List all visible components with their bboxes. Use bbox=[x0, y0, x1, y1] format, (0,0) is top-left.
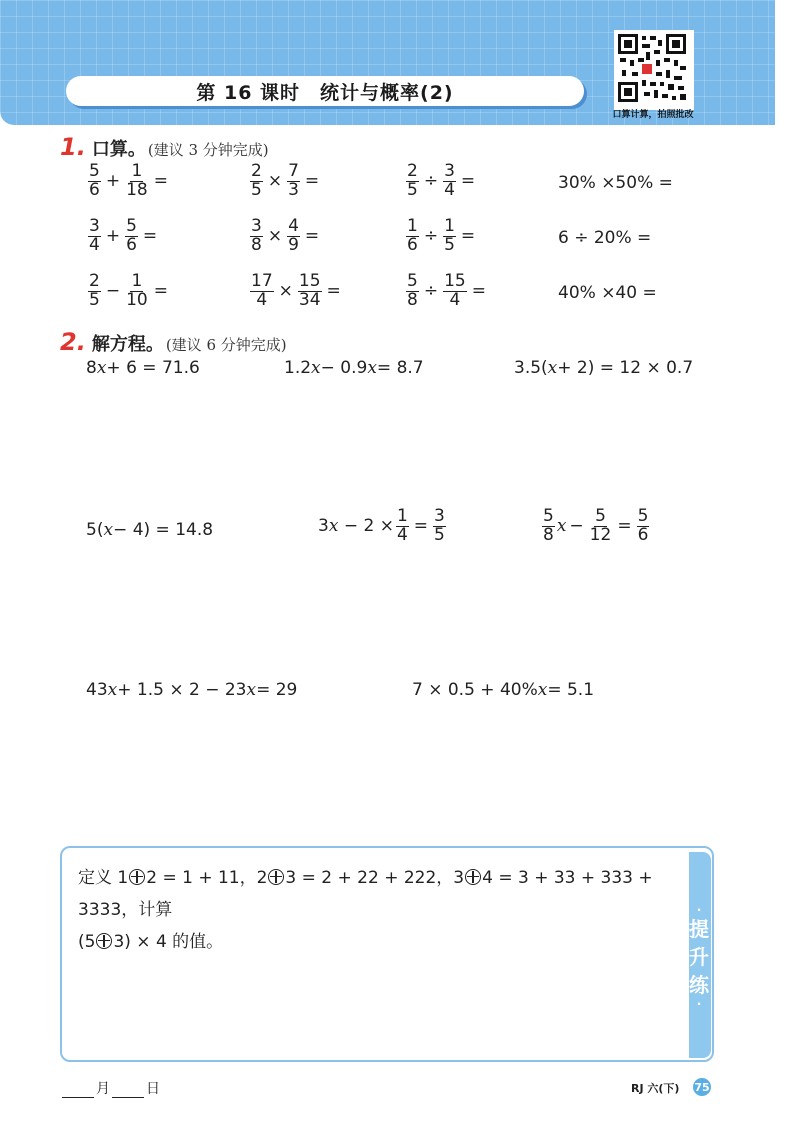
fraction: $\frac{17}{4}$ bbox=[251, 271, 273, 310]
fraction: $\frac{1}{6}$ bbox=[407, 216, 418, 255]
circled-plus-icon bbox=[465, 869, 481, 885]
equation-1: 8 x + 6 = 71.6 bbox=[86, 358, 200, 378]
qr-caption: 口算计算，拍照批改 bbox=[612, 110, 694, 120]
mental-math-item: 40% ×40 = bbox=[558, 283, 657, 303]
equation-7: 43 x + 1.5 × 2 − 23 x = 29 bbox=[86, 680, 298, 700]
mental-math-item: 30% ×50% = bbox=[558, 173, 673, 193]
equation-8: 7 × 0.5 + 40% x = 5.1 bbox=[412, 680, 595, 700]
circled-plus-icon bbox=[129, 869, 145, 885]
section-2-note: (建议 6 分钟完成) bbox=[165, 336, 287, 354]
fraction: $\frac{5}{8}$ bbox=[543, 506, 554, 545]
fraction: $\frac{1}{4}$ bbox=[396, 506, 408, 545]
fraction: $\frac{7}{3}$ bbox=[288, 161, 299, 200]
fraction: $\frac{4}{9}$ bbox=[288, 216, 299, 255]
mental-math-item: $\frac{17}{4}$ × $\frac{15}{34}$ = bbox=[251, 271, 341, 310]
mental-math-item: $\frac{2}{5}$ × $\frac{7}{3}$ = bbox=[251, 161, 320, 200]
mental-math-item: $\frac{5}{6}$ + $\frac{1}{18}$ = bbox=[89, 161, 168, 200]
section-1-title: 口算。 bbox=[91, 139, 146, 160]
equation-5-prefix: 3x − 2 × bbox=[318, 516, 394, 537]
challenge-text: 定义 1 2 = 1 + 11，2 3 = 2 + 22 + 222，3 4 = 3 + 33 + 333 + 3333，计算 (5 3) × 4 的值。 bbox=[78, 868, 653, 952]
fraction: $\frac{2}{5}$ bbox=[407, 161, 418, 200]
fraction: $\frac{5}{6}$ bbox=[89, 161, 100, 200]
fraction: $\frac{2}{5}$ bbox=[89, 271, 100, 310]
qr-code-icon bbox=[616, 32, 688, 104]
mental-math-item: $\frac{2}{5}$ ÷ $\frac{3}{4}$ = bbox=[407, 161, 476, 200]
fraction: $\frac{5}{12}$ bbox=[589, 506, 612, 545]
mental-math-item: $\frac{3}{8}$ × $\frac{4}{9}$ = bbox=[251, 216, 320, 255]
lesson-title: 第 16 课时 统计与概率(2) bbox=[196, 81, 454, 104]
mental-math-item: $\frac{2}{5}$ − $\frac{1}{10}$ = bbox=[89, 271, 168, 310]
fraction: $\frac{1}{18}$ bbox=[126, 161, 148, 200]
section-2-heading bbox=[60, 328, 287, 356]
mental-math-item: $\frac{3}{4}$ + $\frac{5}{6}$ = bbox=[89, 216, 158, 255]
fraction: $\frac{2}{5}$ bbox=[251, 161, 262, 200]
fraction: $\frac{15}{34}$ bbox=[298, 271, 321, 310]
section-1-note: (建议 3 分钟完成) bbox=[147, 141, 269, 159]
equation-3: 3.5( x + 2) = 12 × 0.7 bbox=[514, 358, 694, 378]
equation-6: $\frac{5}{8}$ x − $\frac{5}{12}$ = $\frac{5}{6}$ bbox=[543, 506, 649, 545]
mental-math-item: $\frac{5}{8}$ ÷ $\frac{15}{4}$ = bbox=[407, 271, 486, 310]
fraction: $\frac{3}{4}$ bbox=[444, 161, 455, 200]
section-2-title: 解方程。 bbox=[91, 334, 164, 355]
month-label: 月 bbox=[96, 1081, 110, 1097]
fraction: $\frac{1}{10}$ bbox=[126, 271, 148, 310]
day-label: 日 bbox=[146, 1081, 160, 1097]
mental-math-item: $\frac{1}{6}$ ÷ $\frac{1}{5}$ = bbox=[407, 216, 476, 255]
equation-4: 5( x − 4) = 14.8 bbox=[86, 520, 214, 540]
variable-x: x bbox=[556, 516, 567, 537]
section-1-number: 1. bbox=[60, 133, 86, 161]
fraction: $\frac{3}{5}$ bbox=[434, 506, 445, 545]
book-code: RJ 六(下) bbox=[631, 1082, 680, 1095]
mental-math-item: 6 ÷ 20% = bbox=[558, 228, 652, 248]
fraction: $\frac{3}{4}$ bbox=[89, 216, 100, 255]
circled-plus-icon bbox=[96, 933, 112, 949]
equation-2: 1.2 x − 0.9 x = 8.7 bbox=[284, 358, 424, 378]
lesson-title-bar bbox=[66, 76, 584, 106]
section-2-number: 2. bbox=[60, 328, 86, 356]
fraction: $\frac{15}{4}$ bbox=[444, 271, 466, 310]
page-number: 75 bbox=[693, 1078, 711, 1096]
date-field[interactable] bbox=[60, 1078, 160, 1098]
section-1-heading bbox=[60, 133, 269, 161]
fraction: $\frac{1}{5}$ bbox=[444, 216, 455, 255]
fraction: $\frac{5}{6}$ bbox=[637, 506, 649, 545]
challenge-tab-label: · 提升练 · bbox=[689, 903, 709, 1011]
fraction: $\frac{5}{6}$ bbox=[126, 216, 137, 255]
equation-5: 3x − 2 × $\frac{1}{4}$ = $\frac{3}{5}$ bbox=[318, 506, 445, 545]
fraction: $\frac{3}{8}$ bbox=[251, 216, 262, 255]
fraction: $\frac{5}{8}$ bbox=[407, 271, 418, 310]
qr-code[interactable] bbox=[614, 30, 694, 110]
circled-plus-icon bbox=[268, 869, 284, 885]
